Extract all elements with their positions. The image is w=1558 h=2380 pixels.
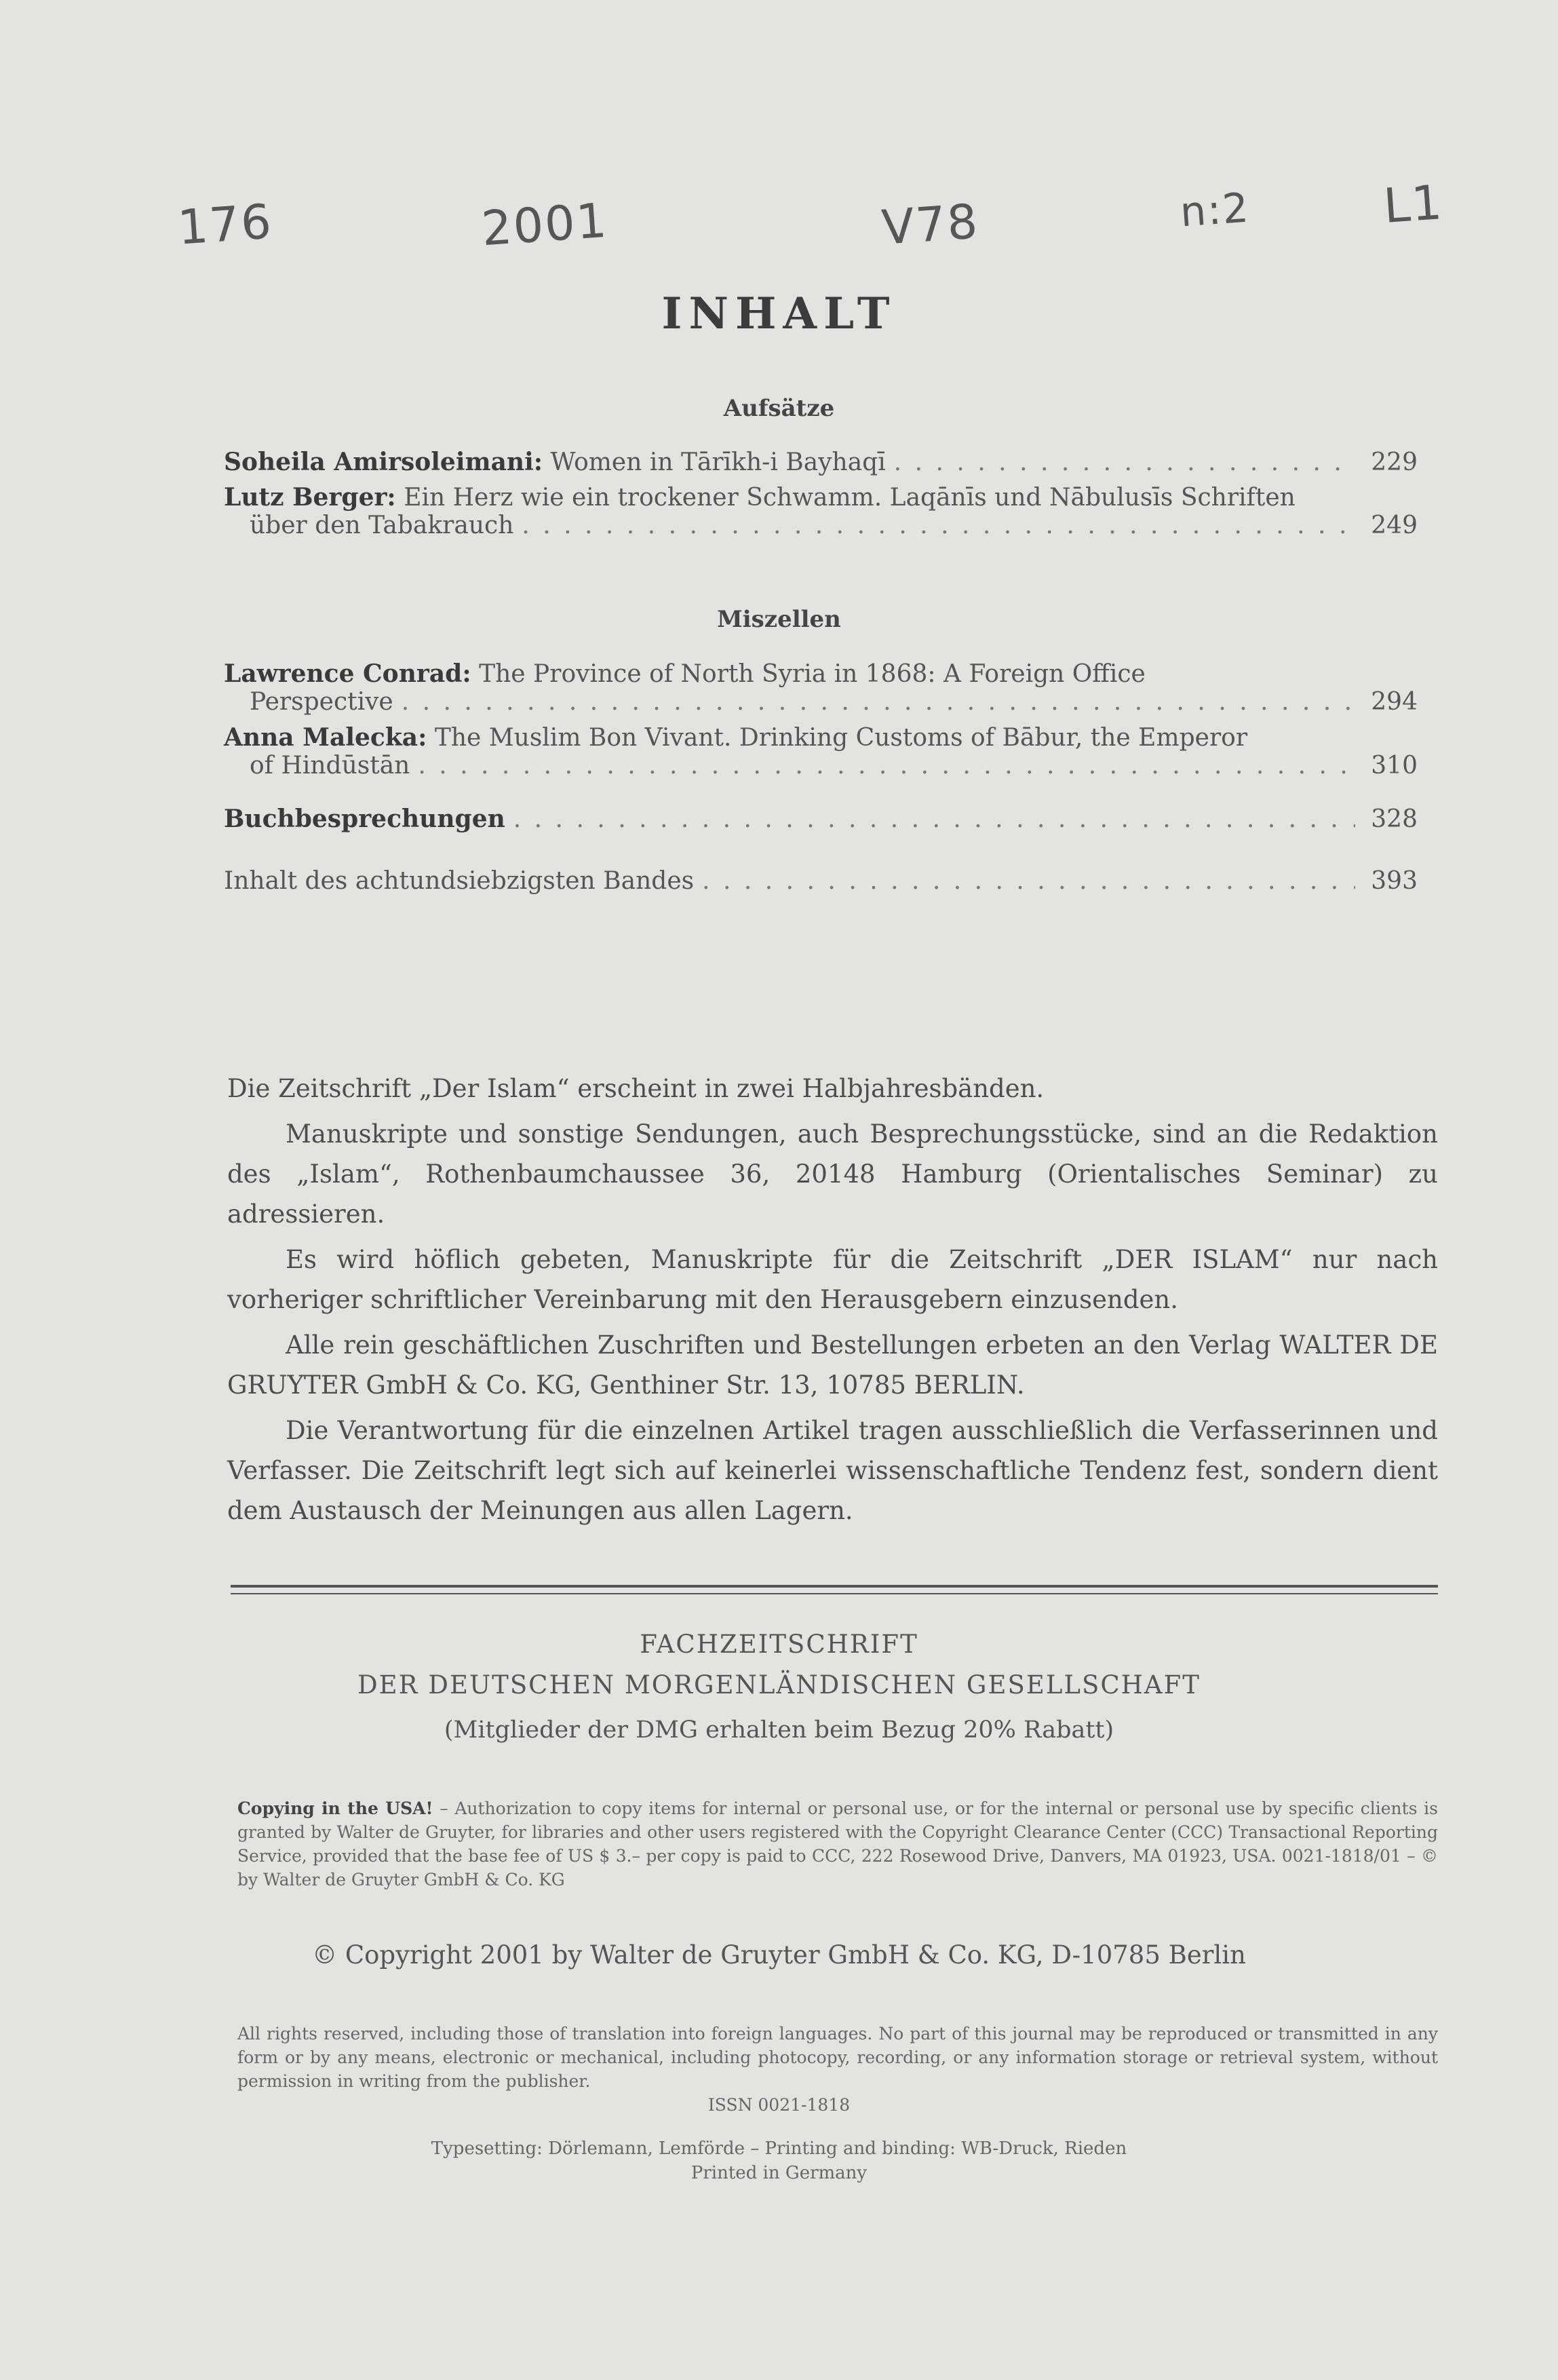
toc-label: Inhalt des achtundsiebzigsten Bandes xyxy=(224,867,695,895)
divider-rule-bottom xyxy=(231,1593,1438,1594)
toc-entry-malecka xyxy=(224,723,1418,780)
toc-entry-conrad xyxy=(224,659,1418,716)
toc-author: Lawrence Conrad: xyxy=(224,659,471,688)
dot-leader xyxy=(402,688,1355,716)
publication-info xyxy=(227,1069,1438,1536)
toc-title-line2: über den Tabakrauch xyxy=(250,512,514,539)
toc-page-number: 229 xyxy=(1371,448,1418,476)
dot-leader xyxy=(702,867,1355,895)
dot-leader xyxy=(894,448,1355,476)
toc-author: Anna Malecka: xyxy=(224,723,427,752)
toc-title-line1: Ein Herz wie ein trockener Schwamm. Laqānīs und Nābulusīs Schriften xyxy=(404,484,1296,512)
toc-author: Lutz Berger: xyxy=(224,483,396,512)
toc-title: Women in Tārīkh-i Bayhaqī xyxy=(550,448,886,476)
handwritten-note-l1: L1 xyxy=(1382,174,1445,234)
info-paragraph: Es wird höflich gebeten, Manuskripte für die Zeitschrift „DER ISLAM“ nur nach vorheriger schriftlicher Vereinbarung mit den Herausgebern einzusenden. xyxy=(227,1245,1438,1314)
toc-title-line1: The Province of North Syria in 1868: A Foreign Office xyxy=(479,660,1146,688)
info-paragraph: Die Verantwortung für die einzelnen Artikel tragen ausschließlich die Verfasserinnen und Verfasser. Die Zeitschrift legt sich auf keinerlei wissenschaftliche Tendenz fest, sondern dient dem Austausch der Meinungen aus allen Lagern. xyxy=(227,1416,1438,1525)
typesetting-credit: Typesetting: Dörlemann, Lemförde – Printing and binding: WB-Druck, Rieden xyxy=(431,2138,1127,2159)
dot-leader xyxy=(418,752,1355,780)
society-line-3: (Mitglieder der DMG erhalten beim Bezug 20% Rabatt) xyxy=(444,1716,1114,1744)
copyright-line: © Copyright 2001 by Walter de Gruyter GmbH & Co. KG, D-10785 Berlin xyxy=(312,1940,1246,1970)
info-paragraph: Alle rein geschäftlichen Zuschriften und Bestellungen erbeten an den Verlag WALTER DE GRUYTER GmbH & Co. KG, Genthiner Str. 13, 10785 BERLIN. xyxy=(227,1330,1438,1400)
toc-title-line2: of Hindūstān xyxy=(250,752,410,780)
toc-entry-amirsoleimani xyxy=(224,448,1418,476)
dot-leader xyxy=(522,512,1355,539)
info-paragraph: Die Zeitschrift „Der Islam“ erscheint in zwei Halbjahresbänden. xyxy=(227,1074,1045,1103)
printed-in: Printed in Germany xyxy=(690,2163,868,2183)
rights-notice: All rights reserved, including those of translation into foreign languages. No part of this journal may be reproduced or transmitted in any form or by any means, electronic or mechanical, including photocopy, recording, or any information storage or retrieval system, without permission in writing from the publisher. xyxy=(237,2024,1438,2091)
toc-author: Soheila Amirsoleimani: xyxy=(224,448,543,476)
toc-page-number: 249 xyxy=(1371,512,1418,539)
copying-label: Copying in the USA! xyxy=(237,1799,433,1818)
handwritten-note-176: 176 xyxy=(176,193,275,256)
toc-title-line1: The Muslim Bon Vivant. Drinking Customs of Bābur, the Emperor xyxy=(434,724,1248,752)
divider-rule-top xyxy=(231,1585,1438,1588)
toc-entry-berger xyxy=(224,483,1418,539)
toc-label: Buchbesprechungen xyxy=(224,805,505,833)
issn: ISSN 0021-1818 xyxy=(707,2095,851,2115)
toc-page-number: 310 xyxy=(1371,752,1418,780)
dot-leader xyxy=(513,805,1355,833)
society-line-2: DER DEUTSCHEN MORGENLÄNDISCHEN GESELLSCHAFT xyxy=(357,1670,1201,1700)
page-title: INHALT xyxy=(661,288,897,339)
society-line-1: FACHZEITSCHRIFT xyxy=(640,1630,918,1659)
info-paragraph: Manuskripte und sonstige Sendungen, auch Besprechungsstücke, sind an die Redaktion des „Islam“, Rothenbaumchaussee 36, 20148 Hamburg (Orientalisches Seminar) zu adressieren. xyxy=(227,1119,1438,1229)
toc-title-line2: Perspective xyxy=(250,688,393,716)
handwritten-note-volume: V78 xyxy=(880,193,981,256)
handwritten-note-number: n:2 xyxy=(1178,184,1251,237)
section-heading-articles: Aufsätze xyxy=(723,395,835,422)
copying-notice xyxy=(237,1797,1438,1892)
toc-entry-volume-contents xyxy=(224,867,1418,895)
section-heading-misc: Miszellen xyxy=(717,606,841,633)
copying-text: – Authorization to copy items for internal or personal use, or for the internal or personal use by specific clients is granted by Walter de Gruyter, for libraries and other users registered with the Copyright Clearance Center (CCC) Transactional Reporting Service, provided that the base fee of US $ 3.– per copy is paid to CCC, 222 Rosewood Drive, Danvers, MA 01923, USA. 0021-1818/01 – © by Walter de Gruyter GmbH & Co. KG xyxy=(237,1799,1439,1889)
toc-page-number: 328 xyxy=(1371,805,1418,833)
toc-page-number: 393 xyxy=(1371,867,1418,895)
toc-entry-reviews xyxy=(224,805,1418,833)
toc-page-number: 294 xyxy=(1371,688,1418,716)
handwritten-note-year: 2001 xyxy=(480,192,610,257)
